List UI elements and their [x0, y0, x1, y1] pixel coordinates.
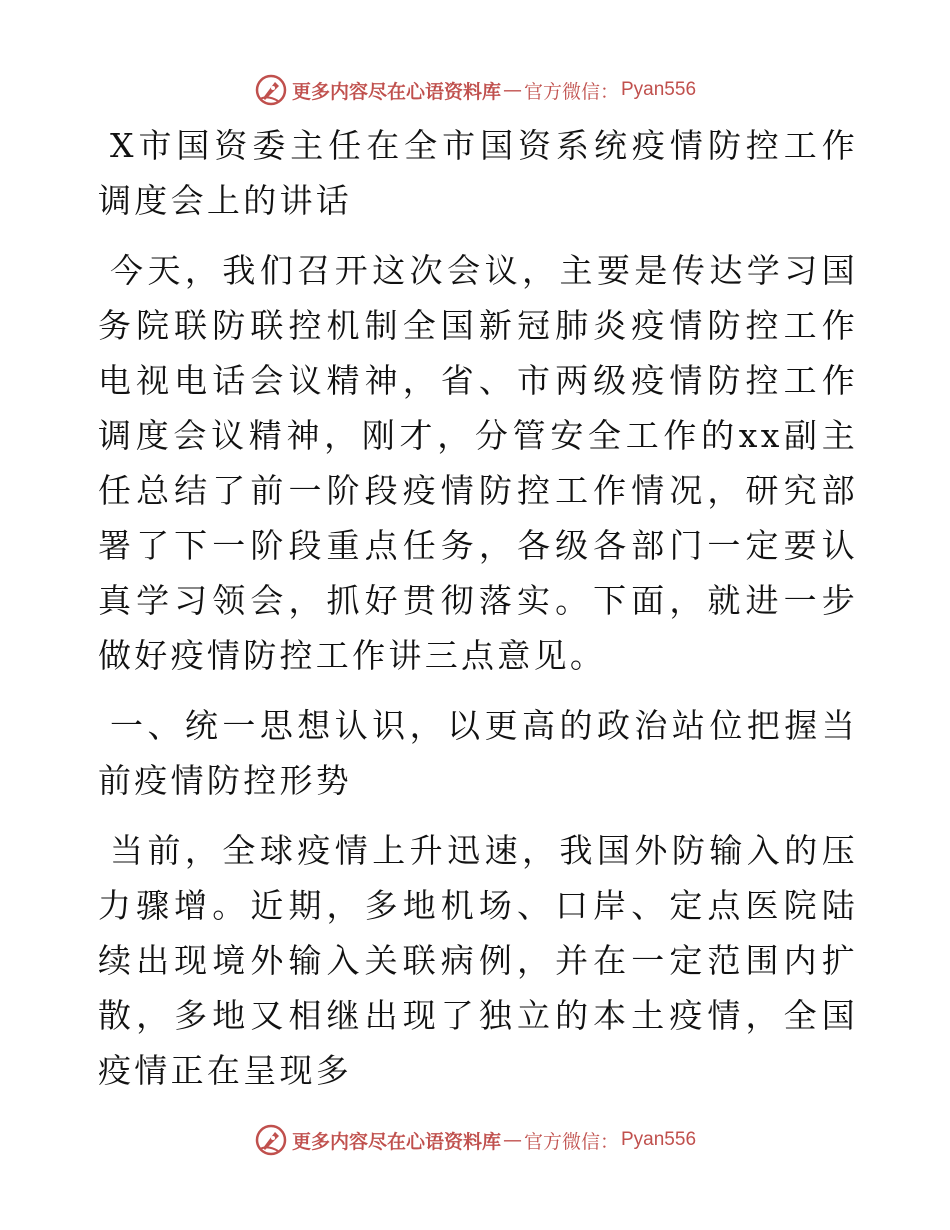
watermark-wechat-id: Pyan556	[621, 1129, 697, 1150]
document-body	[98, 118, 858, 1098]
watermark-brand: 更多内容尽在心语资料库	[291, 1130, 501, 1153]
paragraph-situation: 当前，全球疫情上升迅速，我国外防输入的压力骤增。近期，多地机场、口岸、定点医院陆续出现境外输入关联病例，并在一定范围内扩散，多地又相继出现了独立的本土疫情，全国疫情正在呈现多	[98, 831, 858, 1090]
watermark-official-label: 官方微信：	[523, 80, 619, 103]
watermark-brand: 更多内容尽在心语资料库	[291, 80, 501, 103]
pen-nib-logo-icon	[254, 73, 288, 107]
watermark-dash: —	[502, 1129, 522, 1151]
header-watermark	[0, 70, 950, 110]
watermark-dash: —	[502, 79, 522, 101]
section-heading-1: 一、统一思想认识，以更高的政治站位把握当前疫情防控形势	[98, 706, 858, 800]
paragraph-intro: 今天，我们召开这次会议，主要是传达学习国务院联防联控机制全国新冠肺炎疫情防控工作电视电话会议精神，省、市两级疫情防控工作调度会议精神，刚才，分管安全工作的xx副主任总结了前一阶段疫情防控工作情况，研究部署了下一阶段重点任务，各级各部门一定要认真学习领会，抓好贯彻落实。下面，就进一步做好疫情防控工作讲三点意见。	[98, 251, 858, 675]
document-title: X市国资委主任在全市国资系统疫情防控工作调度会上的讲话	[98, 126, 858, 220]
footer-watermark	[0, 1120, 950, 1160]
pen-nib-logo-icon	[254, 1123, 288, 1157]
watermark-wechat-id: Pyan556	[621, 79, 697, 100]
watermark-official-label: 官方微信：	[523, 1130, 619, 1153]
